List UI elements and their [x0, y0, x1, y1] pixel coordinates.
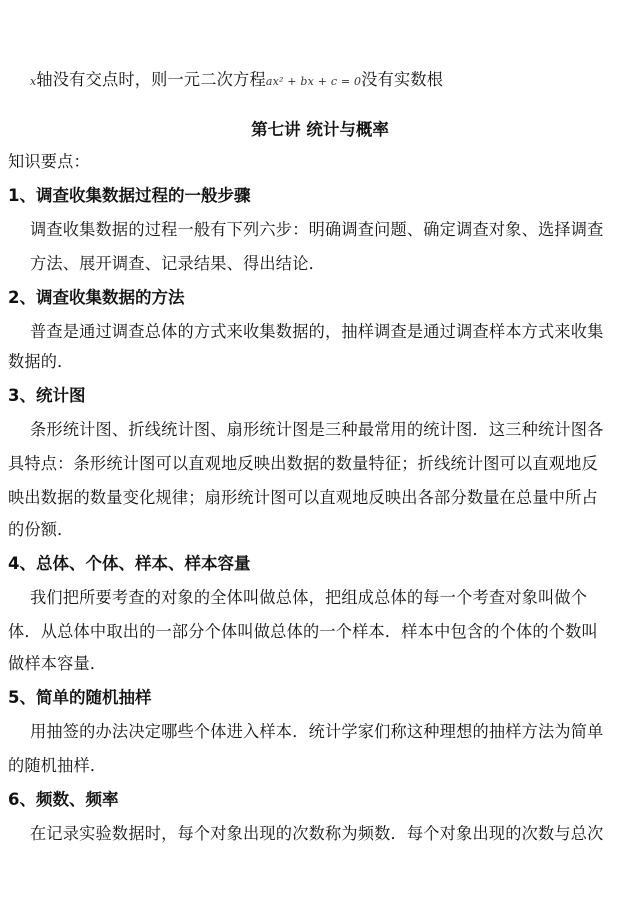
section-2-line-1: 普查是通过调查总体的方式来收集数据的，抽样调查是通过调查样本方式来收集	[30, 322, 604, 341]
section-3-line-1: 条形统计图、折线统计图、扇形统计图是三种最常用的统计图．这三种统计图各	[30, 420, 604, 439]
lecture-title: 第七讲 统计与概率	[251, 120, 389, 139]
section-3-line-3: 映出数据的数量变化规律；扇形统计图可以直观地反映出各部分数量在总量中所占	[8, 488, 598, 507]
section-3-line-2: 具特点：条形统计图可以直观地反映出数据的数量特征；折线统计图可以直观地反	[8, 454, 598, 473]
quadratic-equation: ax² + bx + c = 0	[265, 75, 362, 88]
section-4-line-3: 做样本容量．	[8, 654, 107, 673]
section-5-line-2: 的随机抽样．	[8, 756, 107, 775]
section-1-line-2: 方法、展开调查、记录结果、得出结论．	[30, 254, 325, 273]
section-1-line-1: 调查收集数据的过程一般有下列六步：明确调查问题、确定调查对象、选择调查	[30, 220, 604, 239]
section-2-line-2: 数据的．	[8, 352, 74, 371]
section-2-heading: 2、调查收集数据的方法	[8, 288, 185, 307]
top-line-text-a: 轴没有交点时，则一元二次方程	[36, 70, 266, 89]
knowledge-label: 知识要点：	[8, 152, 90, 171]
math-variable-x: x	[30, 75, 37, 88]
top-line	[30, 68, 640, 94]
section-4-heading: 4、总体、个体、样本、样本容量	[8, 554, 251, 573]
section-4-line-2: 体．从总体中取出的一部分个体叫做总体的一个样本．样本中包含的个体的个数叫	[8, 622, 598, 641]
section-1-heading: 1、调查收集数据过程的一般步骤	[8, 186, 251, 205]
section-6-heading: 6、频数、频率	[8, 790, 119, 809]
section-5-line-1: 用抽签的办法决定哪些个体进入样本．统计学家们称这种理想的抽样方法为简单	[30, 722, 604, 741]
section-5-heading: 5、简单的随机抽样	[8, 688, 152, 707]
section-3-line-4: 的份额．	[8, 520, 74, 539]
top-line-text-b: 没有实数根	[361, 70, 444, 89]
section-4-line-1: 我们把所要考查的对象的全体叫做总体，把组成总体的每一个考查对象叫做个	[30, 588, 588, 607]
section-3-heading: 3、统计图	[8, 386, 86, 405]
section-6-line-1: 在记录实验数据时，每个对象出现的次数称为频数．每个对象出现的次数与总次	[30, 824, 604, 843]
